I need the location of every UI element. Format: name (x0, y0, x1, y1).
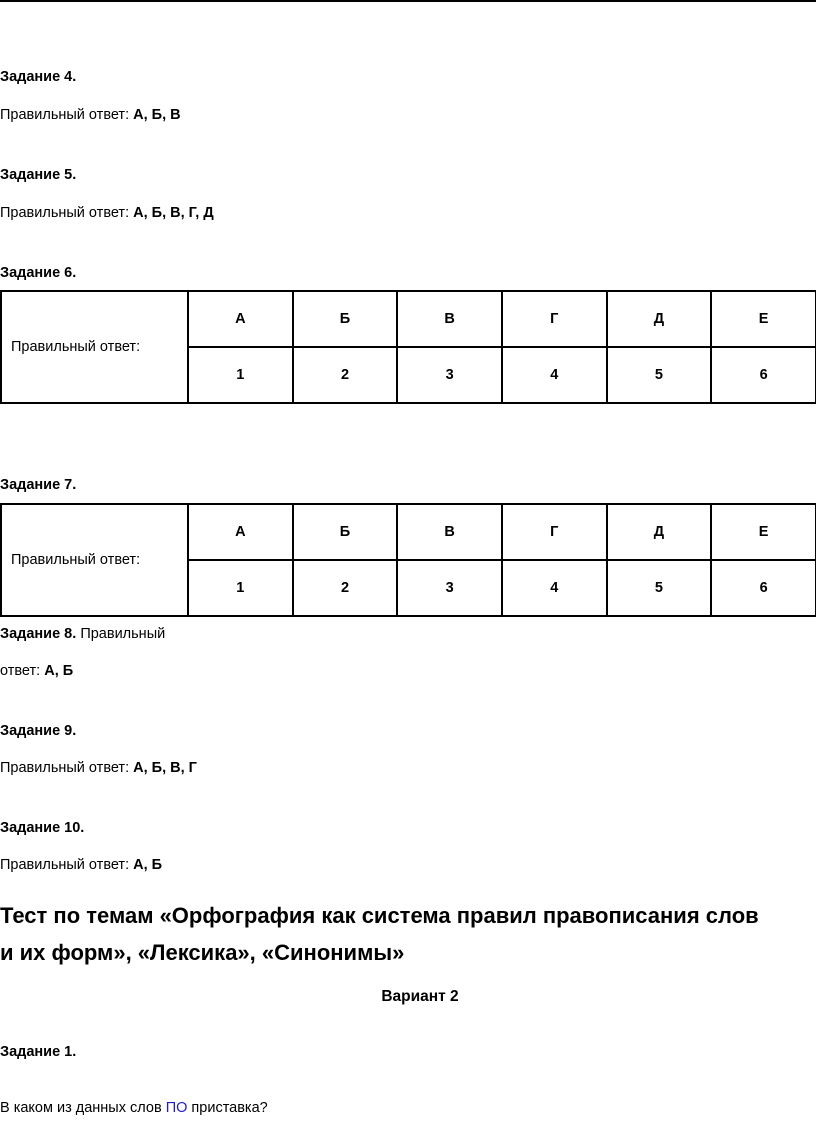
task-4-answer-prefix: Правильный ответ: (0, 107, 130, 123)
task-7-number-cell: 2 (293, 560, 398, 616)
task-6-letter-cell: Д (607, 291, 712, 347)
task-4-answer-line (0, 106, 181, 124)
task-9-answer: А, Б, В, Г (133, 760, 197, 776)
task-4-answer: А, Б, В (133, 107, 181, 123)
task-7-number-cell: 3 (397, 560, 502, 616)
task-7-answer-table (0, 503, 816, 617)
task-6-number-cell: 4 (502, 347, 607, 403)
test-heading (0, 897, 816, 971)
table-row (1, 291, 816, 347)
task-8-answer-line (0, 662, 73, 680)
top-rule (0, 0, 816, 2)
task-6-letter-cell: Е (711, 291, 816, 347)
test-heading-line-2: и их форм», «Лексика», «Синонимы» (0, 940, 405, 965)
task-8-title: Задание 8. (0, 626, 77, 642)
task-6-title: Задание 6. (0, 265, 77, 281)
task-10-answer-line (0, 856, 162, 874)
task-6-number-cell: 1 (188, 347, 293, 403)
task-6-letter-cell: Г (502, 291, 607, 347)
table-row (1, 504, 816, 560)
task-7-number-cell: 5 (607, 560, 712, 616)
task-6-letter-cell: Б (293, 291, 398, 347)
task-1-question-before: В каком из данных слов (0, 1100, 162, 1116)
task-8-answer-prefix-2: ответ: (0, 663, 41, 679)
task-10-title: Задание 10. (0, 820, 85, 836)
task-10-answer: А, Б (133, 857, 163, 873)
task-6-letter-cell: В (397, 291, 502, 347)
task-7-title: Задание 7. (0, 477, 77, 493)
task-1-question (0, 1099, 268, 1117)
test-heading-line-1: Тест по темам «Орфография как система правил правописания слов (0, 903, 759, 928)
task-8-answer: А, Б (44, 663, 74, 679)
task-5-answer: А, Б, В, Г, Д (133, 205, 214, 221)
task-7-letter-cell: Б (293, 504, 398, 560)
task-7-number-cell: 1 (188, 560, 293, 616)
task-6-letter-cell: А (188, 291, 293, 347)
task-7-letter-cell: Е (711, 504, 816, 560)
task-6-number-cell: 6 (711, 347, 816, 403)
task-5-answer-prefix: Правильный ответ: (0, 205, 130, 221)
task-6-number-cell: 2 (293, 347, 398, 403)
task-7-number-cell: 6 (711, 560, 816, 616)
task-9-answer-prefix: Правильный ответ: (0, 760, 130, 776)
task-1-question-after: приставка? (191, 1100, 268, 1116)
task-7-letter-cell: В (397, 504, 502, 560)
task-9-title: Задание 9. (0, 723, 77, 739)
task-6-answer-label: Правильный ответ: (1, 291, 188, 403)
task-4-title: Задание 4. (0, 69, 77, 85)
task-6-number-cell: 5 (607, 347, 712, 403)
task-1-title: Задание 1. (0, 1044, 77, 1060)
task-8-title-line (0, 625, 165, 643)
task-7-answer-label: Правильный ответ: (1, 504, 188, 616)
task-8-answer-prefix-1: Правильный (80, 626, 166, 642)
task-5-title: Задание 5. (0, 167, 77, 183)
task-6-number-cell: 3 (397, 347, 502, 403)
task-1-question-highlight: ПО (165, 1100, 188, 1116)
variant-title: Вариант 2 (381, 988, 459, 1005)
task-7-number-cell: 4 (502, 560, 607, 616)
task-7-letter-cell: А (188, 504, 293, 560)
task-10-answer-prefix: Правильный ответ: (0, 857, 130, 873)
task-7-letter-cell: Д (607, 504, 712, 560)
task-6-answer-table (0, 290, 816, 404)
task-9-answer-line (0, 759, 197, 777)
task-7-letter-cell: Г (502, 504, 607, 560)
task-5-answer-line (0, 204, 214, 222)
